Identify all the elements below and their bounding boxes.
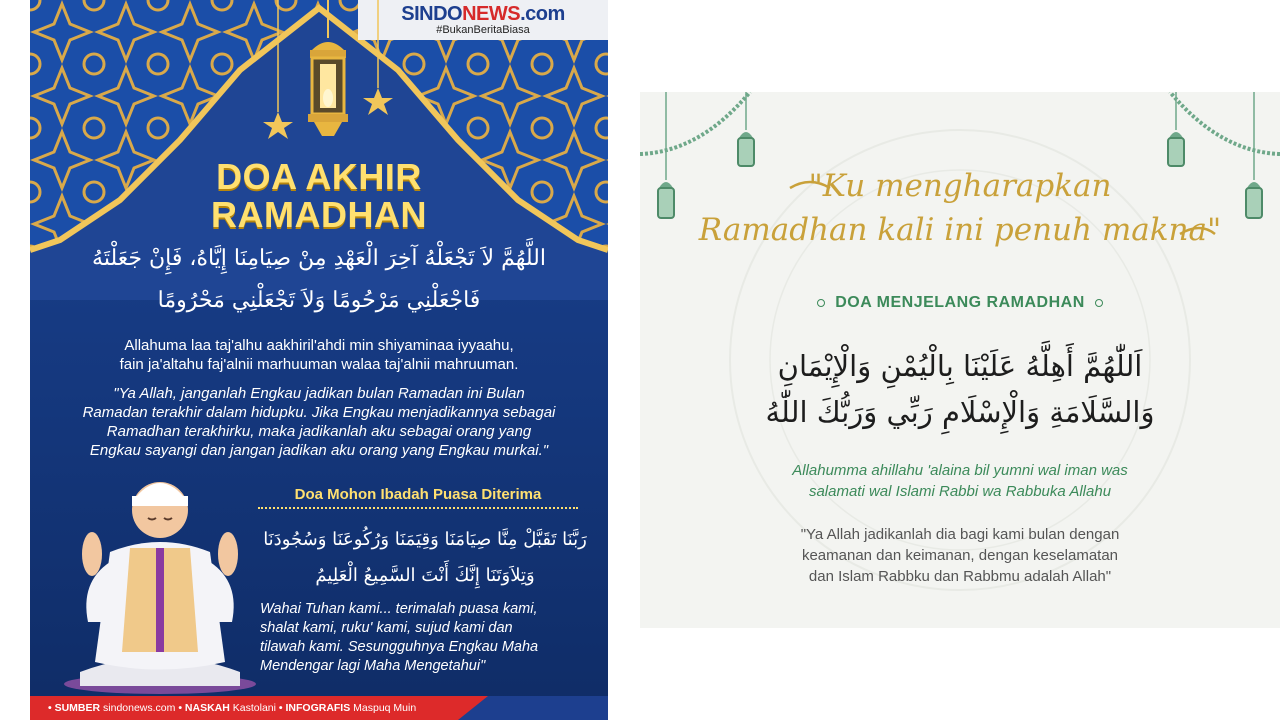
meaning3-line3: dan Islam Rabbku dan Rabbmu adalah Allah" bbox=[808, 568, 1112, 585]
quote-line1: "Ku mengharapkan bbox=[808, 168, 1112, 204]
praying-man-illustration bbox=[60, 462, 260, 696]
meaning3-line1: "Ya Allah jadikanlah dia bagi kami bulan dengan bbox=[800, 526, 1120, 543]
meaning2-line3: tilawah kami. Sesungguhnya Engkau Maha bbox=[260, 639, 539, 655]
latin-transliteration-line2: fain ja'altahu faj'alnii marhuuman walaa taj'alnii mahruuman. bbox=[119, 356, 519, 373]
section-subtitle: Doa Mohon Ibadah Puasa Diterima bbox=[258, 486, 578, 509]
meaning3-line2: keamanan dan keimanan, dengan keselamatan bbox=[801, 547, 1119, 564]
page-title-line1: DOA AKHIR bbox=[216, 156, 422, 197]
latin3-line2: salamati wal Islami Rabbi wa Rabbuka Allahu bbox=[808, 483, 1112, 500]
meaning-line1: "Ya Allah, janganlah Engkau jadikan bulan Ramadan ini Bulan bbox=[113, 385, 525, 402]
meaning2-line2: shalat kami, ruku' kami, sujud kami dan bbox=[260, 620, 513, 636]
meaning2-line1: Wahai Tuhan kami... terimalah puasa kami, bbox=[260, 601, 538, 617]
arabic-prayer3-line2: وَالسَّلَامَةِ وَالْإِسْلَامِ رَبِّي وَرَبُّكَ اللّٰهُ bbox=[765, 395, 1155, 429]
arabic-prayer3-line1: اَللّٰهُمَّ أَهِلَّهُ عَلَيْنَا بِالْيُمْنِ وَالْإِيْمَانِ bbox=[777, 349, 1143, 383]
bullet-dot-icon bbox=[1095, 299, 1103, 307]
arabic-prayer2-line2: وَتِلاَوَتَنَا إِنَّكَ أَنْتَ السَّمِيعُ الْعَلِيمُ bbox=[315, 565, 535, 586]
lantern-icon bbox=[248, 0, 408, 150]
brand-name: SINDONEWS.com bbox=[401, 3, 565, 25]
quote-line2: Ramadhan kali ini penuh makna" bbox=[698, 212, 1222, 248]
meaning-line4: Engkau sayangi dan jangan jadikan aku orang yang Engkau murkai." bbox=[89, 442, 549, 459]
arabic-prayer-line2: فَاجْعَلْنِي مَرْحُومًا وَلاَ تَجْعَلْنِي مَحْرُومًا bbox=[157, 288, 481, 313]
arabic-prayer2-line1: رَبَّنَا تَقَبَّلْ مِنَّا صِيَامَنَا وَقِيَمَنَا وَرُكُوعَنَا وَسُجُودَنَا bbox=[263, 529, 587, 550]
prayer-heading: DOA MENJELANG RAMADHAN bbox=[640, 294, 1280, 312]
footer-accent bbox=[458, 696, 608, 720]
sindonews-infographic bbox=[30, 0, 608, 720]
latin3-line1: Allahumma ahillahu 'alaina bil yumni wal iman was bbox=[792, 462, 1128, 479]
meaning2-line4: Mendengar lagi Maha Mengetahui" bbox=[260, 658, 486, 674]
ramadhan-quote-card bbox=[640, 92, 1280, 628]
arabic-prayer-line1: اللَّهُمَّ لاَ تَجْعَلْهُ آخِرَ الْعَهْدِ مِنْ صِيَامِنَا إِيَّاهُ، فَإِنْ جَعَلْتَهُ bbox=[92, 246, 546, 271]
meaning-line3: Ramadhan terakhirku, maka jadikanlah aku sebagai orang yang bbox=[106, 423, 532, 440]
page-title-line2: RAMADHAN bbox=[211, 194, 427, 235]
credits-footer: • SUMBER sindonews.com • NASKAH Kastolani • INFOGRAFIS Maspuq Muin bbox=[30, 696, 608, 720]
latin-transliteration-line1: Allahuma laa taj'alhu aakhiril'ahdi min shiyaminaa iyyaahu, bbox=[124, 337, 514, 354]
brand-tagline: #BukanBeritaBiasa bbox=[436, 24, 530, 36]
meaning-line2: Ramadan terakhir dalam hidupku. Jika Engkau menjadikannya sebagai bbox=[82, 404, 556, 421]
bullet-dot-icon bbox=[817, 299, 825, 307]
